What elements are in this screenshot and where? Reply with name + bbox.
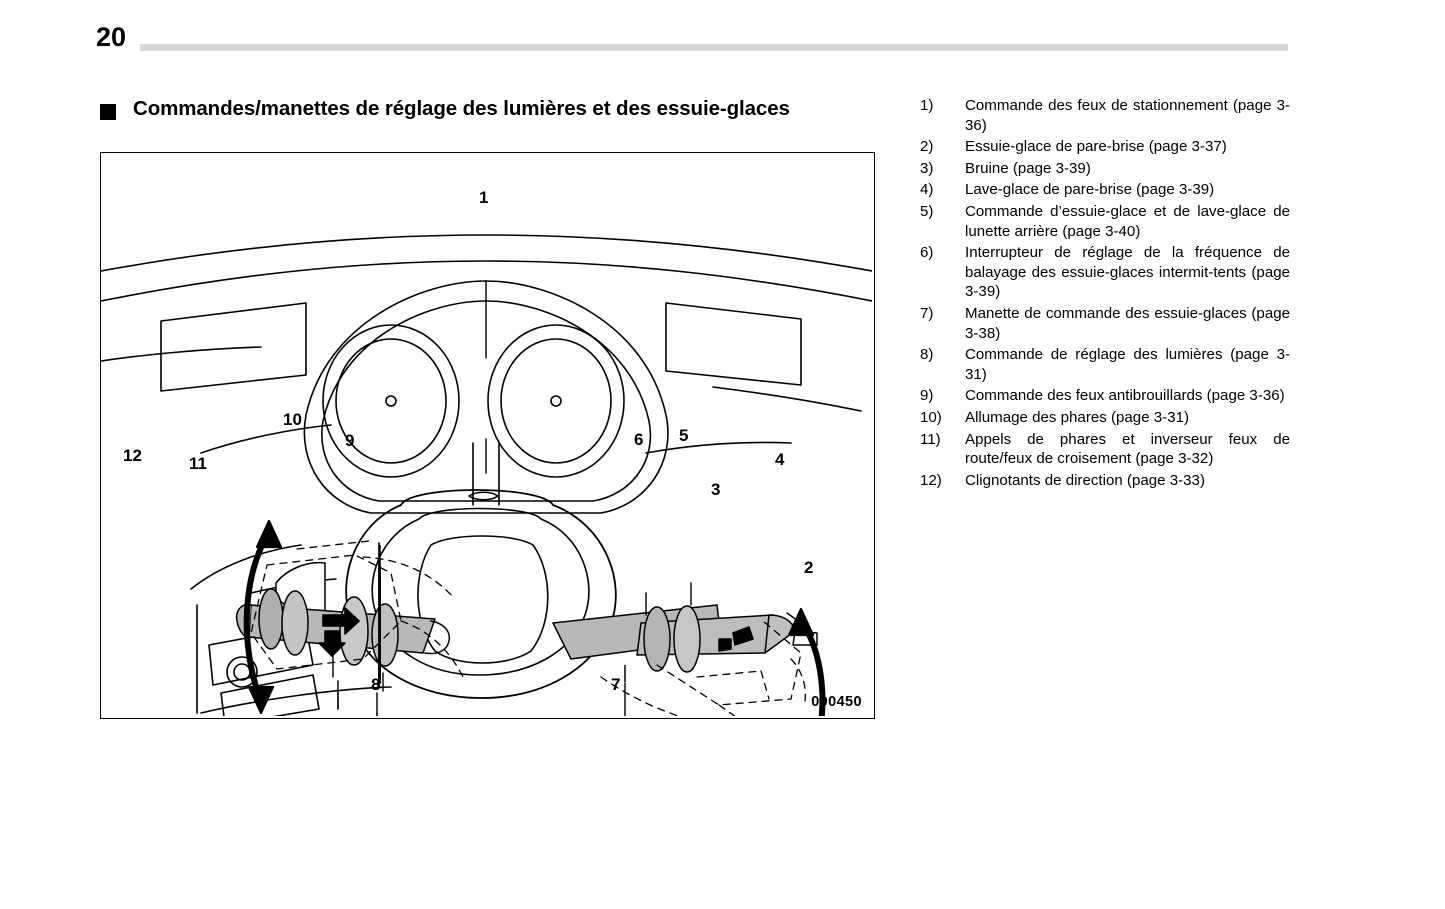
list-item — [920, 243, 1290, 302]
list-item — [920, 408, 1290, 428]
callout-6: 6 — [634, 430, 644, 449]
legend-text: Essuie-glace de pare-brise (page 3-37) — [965, 138, 1227, 156]
list-item — [920, 180, 1290, 200]
figure-code: 000450 — [811, 694, 862, 710]
list-item — [920, 304, 1290, 343]
legend-text: Lave-glace de pare-brise (page 3-39) — [965, 181, 1215, 199]
callout-4: 4 — [775, 450, 785, 469]
list-item — [920, 386, 1290, 406]
legend-text: Appels de phares et inverseur feux de route/feux de croisement (page 3-32) — [965, 430, 1290, 468]
callout-3: 3 — [711, 480, 721, 499]
legend-text: Commande de réglage des lumières (page 3-31) — [965, 346, 1290, 383]
callout-2: 2 — [804, 558, 814, 577]
legend-text: Bruine (page 3-39) — [965, 159, 1091, 177]
legend-text: Manette de commande des essuie-glaces (page 3-38) — [965, 304, 1290, 342]
callout-1: 1 — [479, 188, 489, 207]
section-heading — [100, 95, 890, 122]
legend-text: Commande d’essuie-glace et de lave-glace de lunette arrière (page 3-40) — [965, 202, 1290, 240]
legend-text: Commande des feux antibrouillards (page 3-36) — [965, 387, 1285, 405]
legend-text: Clignotants de direction (page 3-33) — [965, 471, 1205, 489]
list-item — [920, 471, 1290, 491]
legend-number: 6) — [920, 244, 934, 262]
list-item — [920, 96, 1290, 135]
legend-number: 5) — [920, 202, 934, 220]
legend-number: 7) — [920, 304, 934, 322]
figure-dashboard-controls — [100, 152, 875, 719]
list-item — [920, 345, 1290, 384]
callout-12: 12 — [123, 446, 142, 465]
dashboard-illustration — [101, 153, 872, 716]
list-item — [920, 159, 1290, 179]
legend-number: 10) — [920, 408, 942, 426]
callout-7: 7 — [611, 675, 621, 694]
legend-text: Interrupteur de réglage de la fréquence de balayage des essuie-glaces intermit-tents (page 3-39) — [965, 244, 1290, 301]
legend-number: 9) — [920, 387, 934, 405]
page-header — [96, 22, 1288, 56]
legend-number: 2) — [920, 138, 934, 156]
legend-text: Commande des feux de stationnement (page 3-36) — [965, 97, 1290, 134]
callout-9: 9 — [345, 431, 355, 450]
callout-10: 10 — [283, 410, 302, 429]
legend-number: 8) — [920, 346, 934, 364]
legend-text: Allumage des phares (page 3-31) — [965, 408, 1190, 426]
figure-legend-list — [920, 96, 1290, 492]
list-item — [920, 202, 1290, 241]
legend-number: 1) — [920, 97, 934, 114]
header-rule — [140, 44, 1288, 51]
legend-number: 3) — [920, 159, 934, 177]
legend-number: 11) — [920, 430, 941, 448]
list-item — [920, 430, 1290, 469]
legend-number: 4) — [920, 181, 934, 199]
page-title: Commandes/manettes de réglage des lumières et des essuie-glaces — [133, 97, 790, 120]
callout-11: 11 — [189, 454, 207, 473]
square-bullet-icon — [100, 104, 116, 120]
page-number: 20 — [96, 22, 127, 52]
legend-number: 12) — [920, 471, 942, 489]
list-item — [920, 137, 1290, 157]
callout-5: 5 — [679, 426, 689, 445]
callout-8: 8 — [371, 675, 381, 694]
